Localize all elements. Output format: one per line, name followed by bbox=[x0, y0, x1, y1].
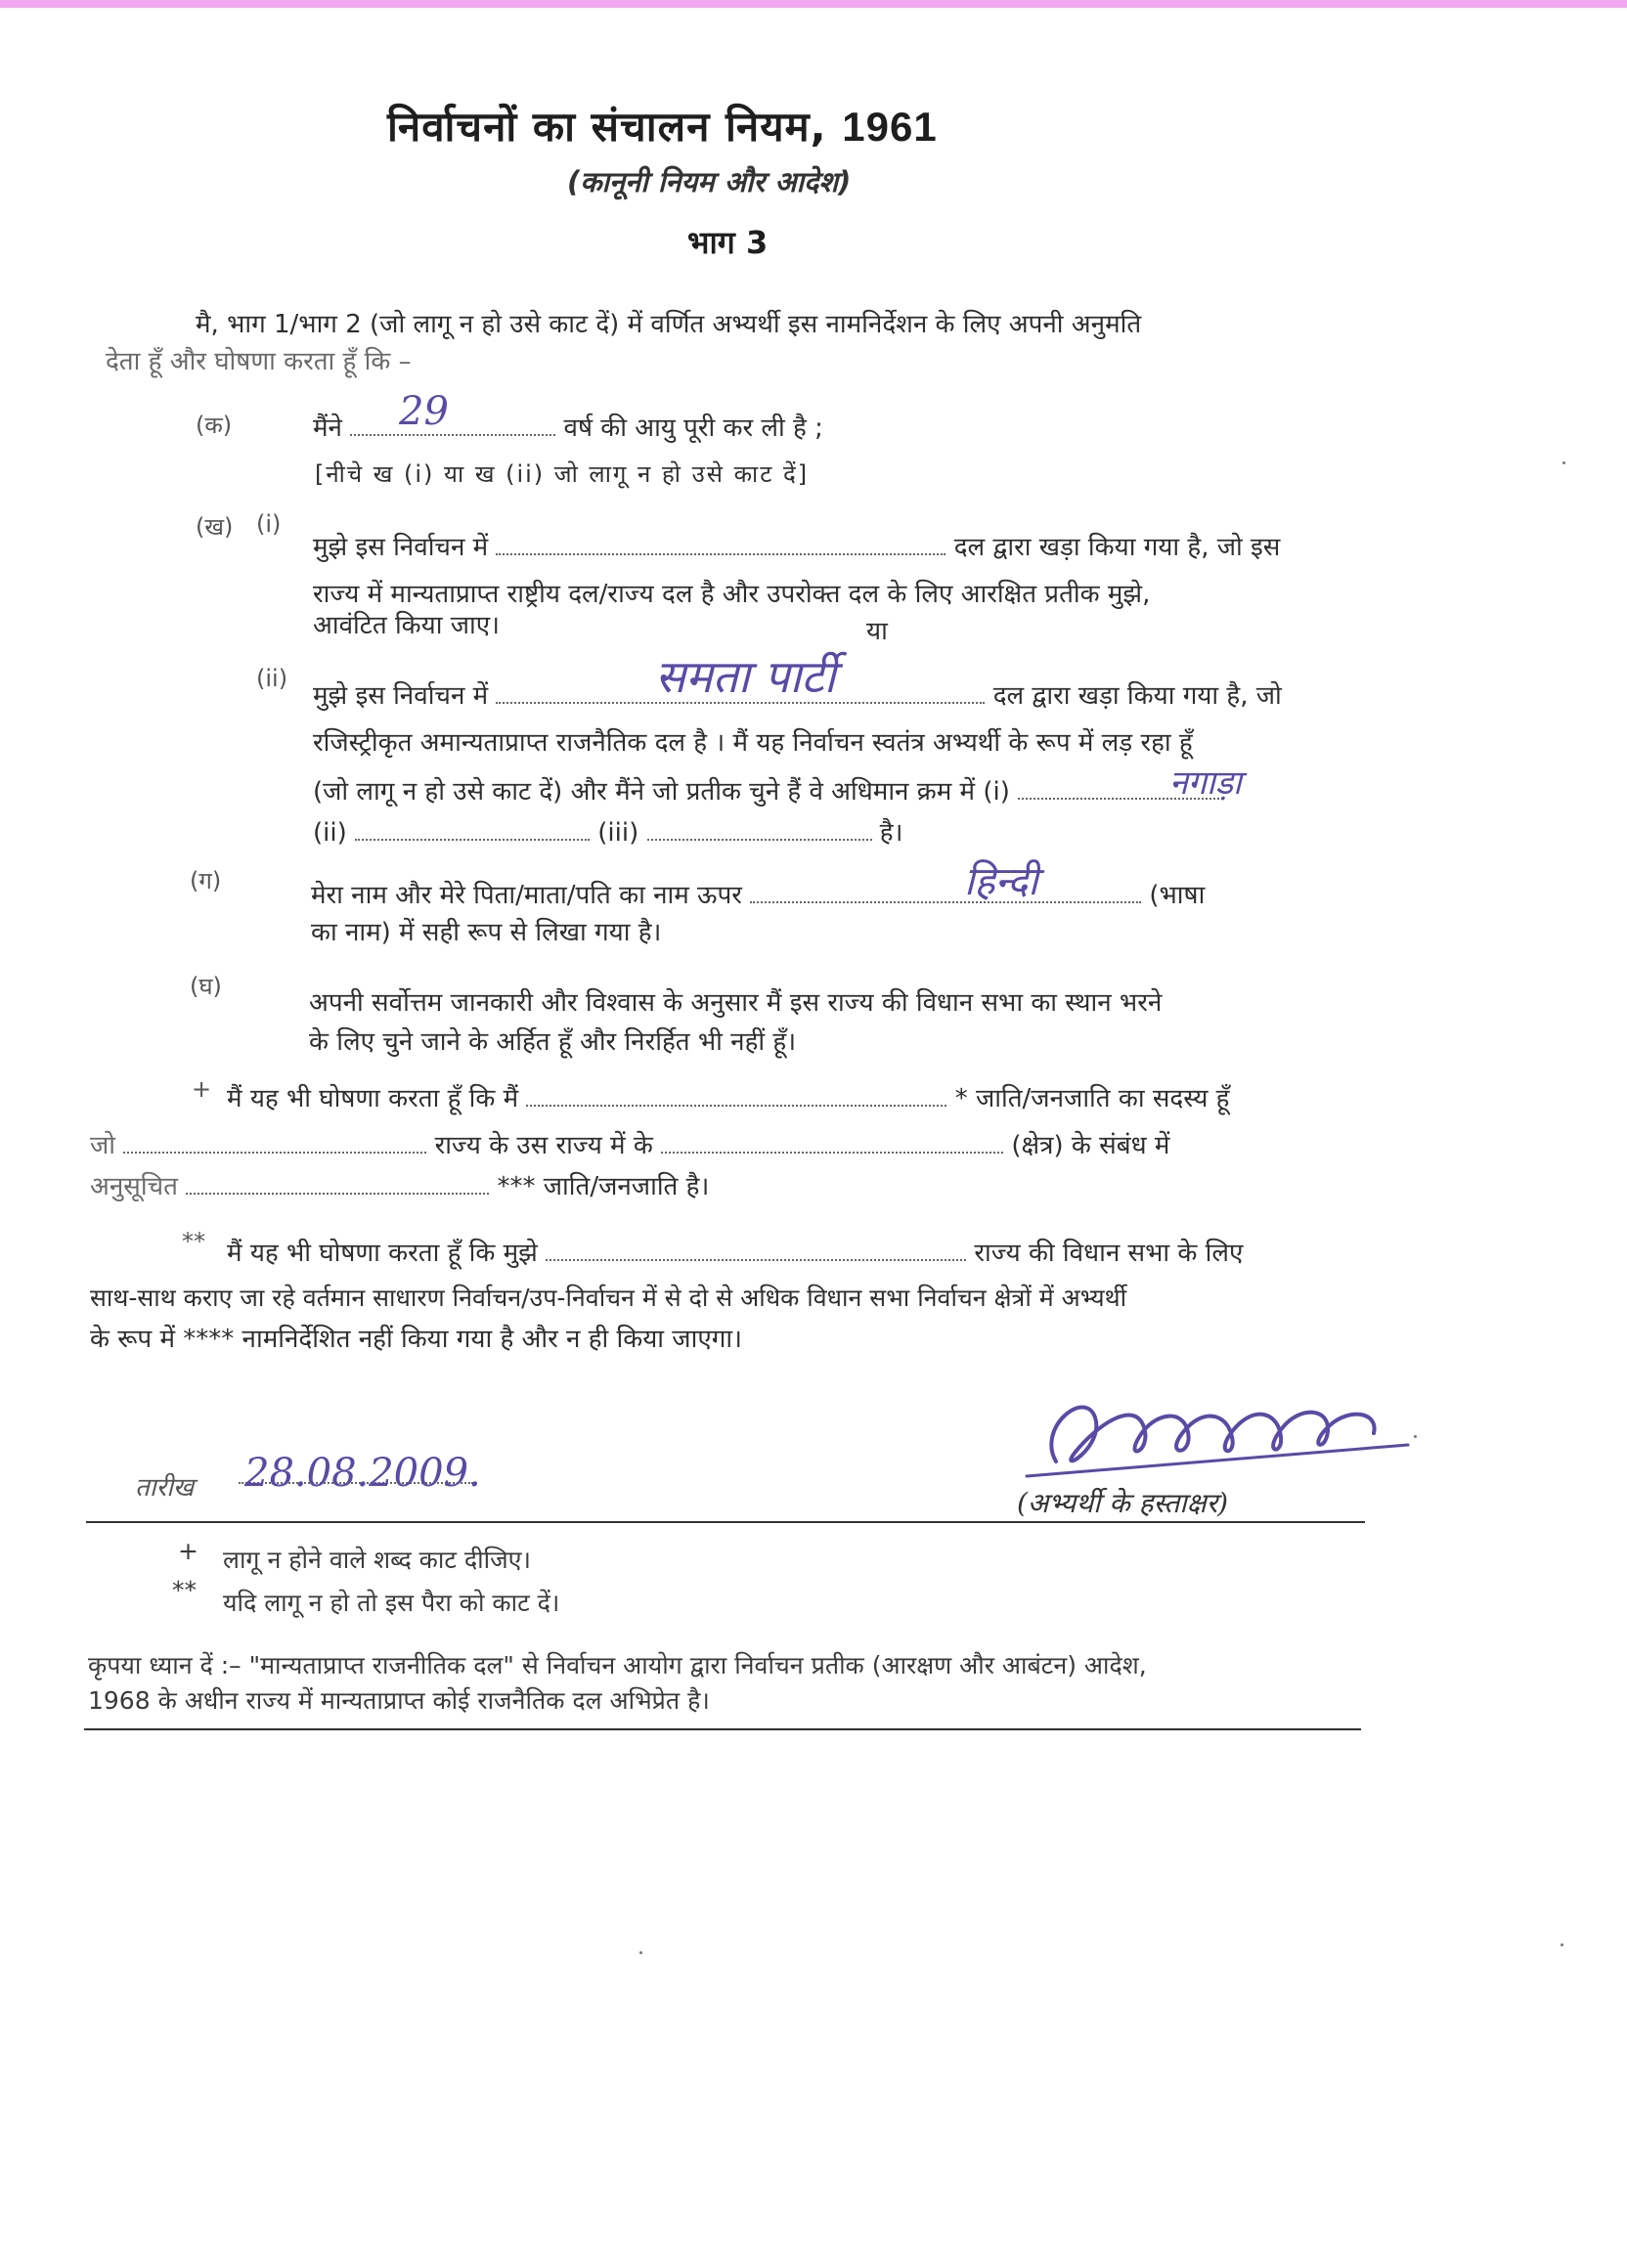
clause-ga-prefix: मेरा नाम और मेरे पिता/माता/पति का नाम ऊपर bbox=[311, 881, 742, 910]
clause-kha-i-suffix: दल द्वारा खड़ा किया गया है, जो इस bbox=[953, 533, 1281, 562]
handwritten-symbol: नगाड़ा bbox=[1169, 763, 1242, 803]
clause-ga-marker: (ग) bbox=[190, 867, 222, 894]
state-field bbox=[123, 1132, 426, 1154]
clause-kha-ii-suffix: दल द्वारा खड़ा किया गया है, जो bbox=[992, 681, 1282, 711]
caste-declaration-suffix: * जाति/जनजाति का सदस्य हूँ bbox=[954, 1084, 1230, 1113]
clause-kha-ii-line-4 bbox=[313, 813, 902, 849]
clause-gha-marker: (घ) bbox=[190, 973, 222, 1000]
signature-icon bbox=[1017, 1369, 1428, 1496]
footnote-1: लागू न होने वाले शब्द काट दीजिए। bbox=[223, 1546, 531, 1574]
clause-gha-line-2: के लिए चुने जाने के अर्हित हूँ और निरर्हित भी नहीं हूँ। bbox=[309, 1027, 797, 1057]
constituency-line-1 bbox=[227, 1234, 1243, 1269]
clause-kha-i-line-1 bbox=[313, 528, 1280, 563]
constituency-state-field bbox=[546, 1240, 966, 1261]
footnote-2-marker: ** bbox=[172, 1576, 197, 1604]
clause-kha-i-line-3: आवंटित किया जाए। bbox=[313, 611, 500, 640]
constituency-line-2: साथ-साथ कराए जा रहे वर्तमान साधारण निर्वाचन/उप-निर्वाचन में से दो से अधिक विधान सभा निर्वाचन क्षेत्रों में अभ्यर्थी bbox=[90, 1284, 1127, 1312]
page-title bbox=[387, 98, 938, 153]
note-line-1: कृपया ध्यान दें :– "मान्यताप्राप्त राजनीतिक दल" से निर्वाचन आयोग द्वारा निर्वाचन प्रतीक (आरक्षण और आबंटन) आदेश, bbox=[88, 1651, 1147, 1679]
clause-kha-i-prefix: मुझे इस निर्वाचन में bbox=[313, 533, 489, 562]
symbol-choice-2-field bbox=[355, 819, 590, 841]
area-field bbox=[661, 1132, 1003, 1154]
intro-line-1: मै, भाग 1/भाग 2 (जो लागू न हो उसे काट दें) में वर्णित अभ्यर्थी इस नामनिर्देशन के लिए अपनी अनुमति bbox=[196, 310, 1142, 339]
scan-speck bbox=[1414, 1435, 1417, 1438]
handwritten-date: 28.08.2009. bbox=[244, 1451, 481, 1496]
caste-line-2-start: जो bbox=[90, 1131, 116, 1160]
clause-kha-marker: (ख) bbox=[196, 513, 234, 541]
clause-ga-line-2: का नाम) में सही रूप से लिखा गया है। bbox=[311, 918, 662, 947]
title-year: 1961 bbox=[842, 104, 938, 150]
symbol-choice-3-field bbox=[647, 819, 872, 841]
recognised-party-field bbox=[496, 534, 945, 555]
footnote-1-marker: + bbox=[178, 1537, 198, 1565]
scan-top-band bbox=[0, 0, 1627, 8]
constituency-declaration-marker: ** bbox=[182, 1228, 205, 1255]
scan-speck bbox=[1562, 461, 1565, 464]
clause-kha-ii-end: है। bbox=[879, 818, 903, 848]
language-field bbox=[750, 882, 1141, 903]
scheduled-field bbox=[186, 1173, 489, 1195]
age-field bbox=[350, 414, 555, 436]
clause-ka-suffix: वर्ष की आयु पूरी कर ली है ; bbox=[563, 414, 823, 443]
part-heading: भाग 3 bbox=[687, 224, 769, 261]
intro-line-2: देता हूँ और घोषणा करता हूँ कि – bbox=[106, 347, 412, 376]
clause-kha-ii-prefix: मुझे इस निर्वाचन में bbox=[313, 681, 489, 711]
constituency-line-3: के रूप में **** नामनिर्देशित नहीं किया गया है और न ही किया जाएगा। bbox=[90, 1325, 742, 1354]
title-text: निर्वाचनों का संचालन नियम, bbox=[387, 103, 827, 151]
handwritten-language: हिन्दी bbox=[964, 859, 1038, 904]
clause-ka-instruction: [नीचे ख (i) या ख (ii) जो लागू न हो उसे काट दें] bbox=[315, 460, 810, 488]
caste-declaration-line-2 bbox=[90, 1126, 1169, 1161]
clause-ka-line bbox=[313, 409, 823, 444]
clause-ga-suffix: (भाषा bbox=[1149, 881, 1206, 910]
caste-declaration-line-3 bbox=[90, 1167, 709, 1202]
symbol-choice-2-label: (ii) bbox=[313, 818, 347, 848]
caste-line-2-end: (क्षेत्र) के संबंध में bbox=[1011, 1131, 1170, 1160]
caste-declaration-line-1 bbox=[227, 1079, 1230, 1114]
scan-speck bbox=[639, 1951, 642, 1954]
clause-ga-line-1 bbox=[311, 876, 1205, 911]
footnote-divider bbox=[84, 1728, 1361, 1730]
handwritten-party-name: समता पार्टी bbox=[655, 650, 836, 703]
clause-kha-ii-line-3-text: (जो लागू न हो उसे काट दें) और मैंने जो प्रतीक चुने हैं वे अधिमान क्रम में (i) bbox=[313, 777, 1010, 807]
clause-kha-i-line-2: राज्य में मान्यताप्राप्त राष्ट्रीय दल/राज्य दल है और उपरोक्त दल के लिए आरक्षित प्रतीक मुझे, bbox=[313, 580, 1151, 609]
handwritten-age: 29 bbox=[399, 389, 449, 434]
clause-kha-ii-line-2: रजिस्ट्रीकृत अमान्यताप्राप्त राजनैतिक दल है । मैं यह निर्वाचन स्वतंत्र अभ्यर्थी के रूप में लड़ रहा हूँ bbox=[313, 728, 1193, 758]
clause-ka-marker: (क) bbox=[196, 412, 233, 439]
caste-line-2-middle: राज्य के उस राज्य में के bbox=[434, 1131, 653, 1160]
or-separator: या bbox=[866, 617, 888, 646]
scan-speck bbox=[1561, 1943, 1563, 1946]
note-line-2: 1968 के अधीन राज्य में मान्यताप्राप्त कोई राजनैतिक दल अभिप्रेत है। bbox=[88, 1686, 710, 1715]
clause-kha-i-marker: (i) bbox=[256, 510, 282, 538]
signature-caption: (अभ्यर्थी के हस्ताक्षर) bbox=[1017, 1487, 1229, 1519]
caste-declaration-marker: + bbox=[192, 1075, 212, 1103]
symbol-choice-3-label: (iii) bbox=[597, 818, 639, 848]
caste-line-3-end: *** जाति/जनजाति है। bbox=[497, 1172, 710, 1201]
caste-field bbox=[526, 1085, 946, 1107]
clause-kha-ii-marker: (ii) bbox=[256, 665, 288, 692]
page-subtitle: (कानूनी नियम और आदेश) bbox=[567, 165, 852, 198]
clause-gha-line-1: अपनी सर्वोत्तम जानकारी और विश्वास के अनुसार मैं इस राज्य की विधान सभा का स्थान भरने bbox=[309, 988, 1163, 1018]
footnote-2: यदि लागू न हो तो इस पैरा को काट दें। bbox=[223, 1589, 560, 1617]
caste-declaration-prefix: मैं यह भी घोषणा करता हूँ कि मैं bbox=[227, 1084, 519, 1113]
clause-kha-ii-line-3 bbox=[313, 772, 1223, 807]
caste-line-3-start: अनुसूचित bbox=[90, 1172, 178, 1201]
clause-ka-prefix: मैंने bbox=[313, 414, 342, 443]
constituency-prefix: मैं यह भी घोषणा करता हूँ कि मुझे bbox=[227, 1239, 538, 1268]
date-label: तारीख bbox=[135, 1473, 195, 1503]
signature-divider bbox=[86, 1521, 1365, 1523]
constituency-suffix: राज्य की विधान सभा के लिए bbox=[974, 1239, 1244, 1268]
